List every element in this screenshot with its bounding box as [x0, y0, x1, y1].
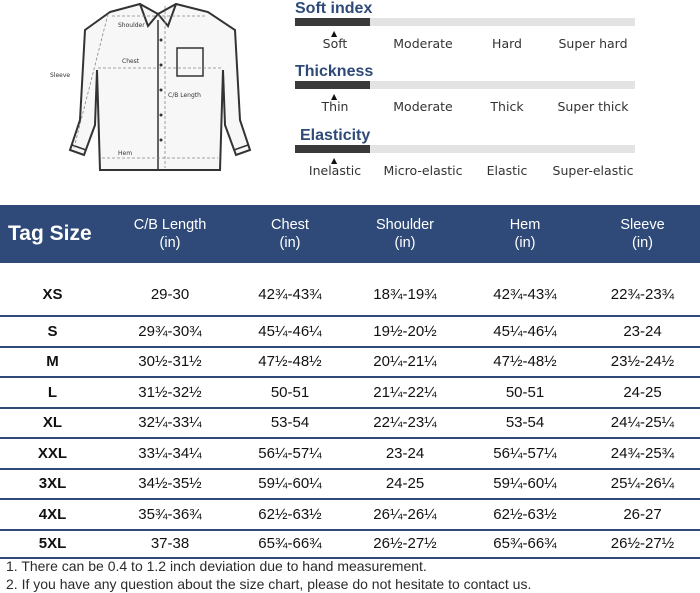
- table-row: [0, 407, 700, 438]
- header-unit: (in): [394, 235, 416, 251]
- value-cell: 56¼-57¼: [493, 444, 557, 462]
- table-row: [0, 468, 700, 499]
- size-cell: 5XL: [38, 535, 67, 553]
- soft-index-scale: [295, 0, 635, 54]
- value-cell: 22¼-23¼: [373, 414, 437, 432]
- value-cell: 24-25: [385, 475, 425, 493]
- value-cell: 22¾-23¾: [610, 285, 675, 303]
- value-cell: 42¾-43¾: [493, 285, 557, 303]
- value-cell: 35¾-36¾: [138, 505, 202, 523]
- value-cell: 26-27: [623, 505, 662, 523]
- header-tag-size: [0, 222, 105, 245]
- value-cell: 50-51: [505, 383, 545, 401]
- soft-index-option: Soft: [322, 36, 348, 51]
- shirt-diagram: [40, 0, 280, 185]
- thickness-option: Thick: [490, 99, 524, 114]
- soft-index-option: Super hard: [558, 36, 628, 51]
- table-row: [0, 376, 700, 407]
- thickness-option: Super thick: [557, 99, 629, 114]
- value-cell: 45¼-46¼: [493, 322, 557, 340]
- thickness-scale: [295, 63, 635, 117]
- size-cell: XS: [42, 285, 63, 303]
- value-cell: 34½-35½: [138, 475, 202, 493]
- thickness-option: Thin: [321, 99, 349, 114]
- table-header: [0, 205, 700, 263]
- value-cell: 24¼-25¼: [610, 414, 675, 432]
- value-cell: 20¼-21¼: [373, 353, 437, 371]
- thickness-option: Moderate: [393, 99, 453, 114]
- table-row: [0, 498, 700, 529]
- value-cell: 24¾-25¾: [610, 444, 675, 462]
- elasticity-option: Elastic: [486, 163, 528, 178]
- cb-length-label: C/B Length: [168, 92, 201, 99]
- value-cell: 30½-31½: [138, 353, 202, 371]
- value-cell: 21¼-22¼: [373, 383, 437, 401]
- header-chest: [235, 216, 345, 252]
- value-cell: 26¼-26¼: [373, 505, 437, 523]
- value-cell: 26½-27½: [610, 535, 675, 553]
- soft-index-title: Soft index: [295, 0, 373, 17]
- header-label: Hem: [509, 217, 541, 233]
- soft-index-options: [295, 36, 635, 54]
- size-cell: XXL: [37, 444, 68, 462]
- table-row: [0, 346, 700, 377]
- shirt-outline-icon: [40, 0, 280, 185]
- soft-index-bar: [295, 18, 635, 28]
- header-shoulder: [345, 216, 465, 252]
- header-unit: (in): [632, 235, 653, 251]
- header-label: Chest: [271, 217, 309, 233]
- value-cell: 23-24: [623, 322, 662, 340]
- sleeve-label: Sleeve: [50, 72, 71, 79]
- value-cell: 23½-24½: [610, 353, 675, 371]
- hem-label: Hem: [118, 150, 133, 157]
- size-cell: L: [47, 383, 58, 401]
- header-hem: [465, 216, 585, 252]
- value-cell: 33¼-34¼: [138, 444, 202, 462]
- value-cell: 59¼-60¼: [493, 475, 557, 493]
- value-cell: 47½-48½: [258, 353, 322, 371]
- header-label: C/B Length: [133, 217, 207, 233]
- header-cb-length: [105, 216, 235, 252]
- soft-index-option: Hard: [492, 36, 522, 51]
- value-cell: 32¼-33¼: [138, 414, 202, 432]
- size-cell: M: [46, 353, 59, 371]
- value-cell: 47½-48½: [493, 353, 557, 371]
- table-row: [0, 315, 700, 346]
- value-cell: 62½-63½: [493, 505, 557, 523]
- value-cell: 24-25: [623, 383, 662, 401]
- elasticity-option: Micro-elastic: [383, 163, 463, 178]
- size-cell: 4XL: [38, 505, 67, 523]
- table-body: [0, 263, 700, 559]
- value-cell: 45¼-46¼: [258, 322, 322, 340]
- table-row: [0, 437, 700, 468]
- value-cell: 37-38: [150, 535, 190, 553]
- value-cell: 65¾-66¾: [493, 535, 557, 553]
- value-cell: 62½-63½: [258, 505, 322, 523]
- size-cell: 3XL: [38, 475, 67, 493]
- value-cell: 23-24: [385, 444, 425, 462]
- thickness-bar: [295, 81, 635, 91]
- size-cell: S: [47, 322, 58, 340]
- notes: [6, 557, 531, 593]
- value-cell: 31½-32½: [138, 383, 202, 401]
- elasticity-title: Elasticity: [300, 127, 371, 144]
- elasticity-marker-icon: ▲: [331, 156, 338, 165]
- value-cell: 50-51: [270, 383, 310, 401]
- elasticity-bar: [295, 145, 635, 155]
- thickness-title: Thickness: [295, 63, 374, 80]
- header-unit: (in): [279, 235, 301, 251]
- elasticity-scale: [295, 127, 635, 181]
- thickness-options: [295, 99, 635, 117]
- table-row: [0, 263, 700, 315]
- value-cell: 18¾-19¾: [373, 285, 437, 303]
- shoulder-label: Shoulder: [118, 22, 145, 29]
- value-cell: 59¼-60¼: [258, 475, 322, 493]
- note-item: 1. There can be 0.4 to 1.2 inch deviation due to hand measurement.: [6, 558, 427, 574]
- size-cell: XL: [42, 414, 63, 432]
- header-label: Shoulder: [375, 217, 435, 233]
- value-cell: 29-30: [150, 285, 190, 303]
- elasticity-option: Super-elastic: [552, 163, 634, 178]
- chest-label: Chest: [122, 58, 140, 65]
- elasticity-options: [295, 163, 635, 181]
- elasticity-option: Inelastic: [308, 163, 362, 178]
- header-unit: (in): [159, 235, 181, 251]
- table-row: [0, 529, 700, 560]
- value-cell: 56¼-57¼: [258, 444, 322, 462]
- value-cell: 53-54: [505, 414, 545, 432]
- soft-index-option: Moderate: [393, 36, 453, 51]
- value-cell: 25¼-26¼: [610, 475, 675, 493]
- top-section: [0, 0, 700, 200]
- size-table: [0, 205, 700, 559]
- value-cell: 65¾-66¾: [258, 535, 322, 553]
- header-unit: (in): [514, 235, 536, 251]
- note-item: 2. If you have any question about the size chart, please do not hesitate to contact us.: [6, 576, 532, 592]
- value-cell: 29¾-30¾: [138, 322, 202, 340]
- header-sleeve: [585, 216, 700, 252]
- thickness-marker-icon: ▲: [331, 92, 338, 101]
- header-label: Tag Size: [8, 222, 92, 245]
- header-label: Sleeve: [620, 217, 665, 233]
- value-cell: 19½-20½: [373, 322, 437, 340]
- value-cell: 53-54: [270, 414, 310, 432]
- soft-index-marker-icon: ▲: [331, 29, 338, 38]
- value-cell: 26½-27½: [373, 535, 437, 553]
- value-cell: 42¾-43¾: [258, 285, 322, 303]
